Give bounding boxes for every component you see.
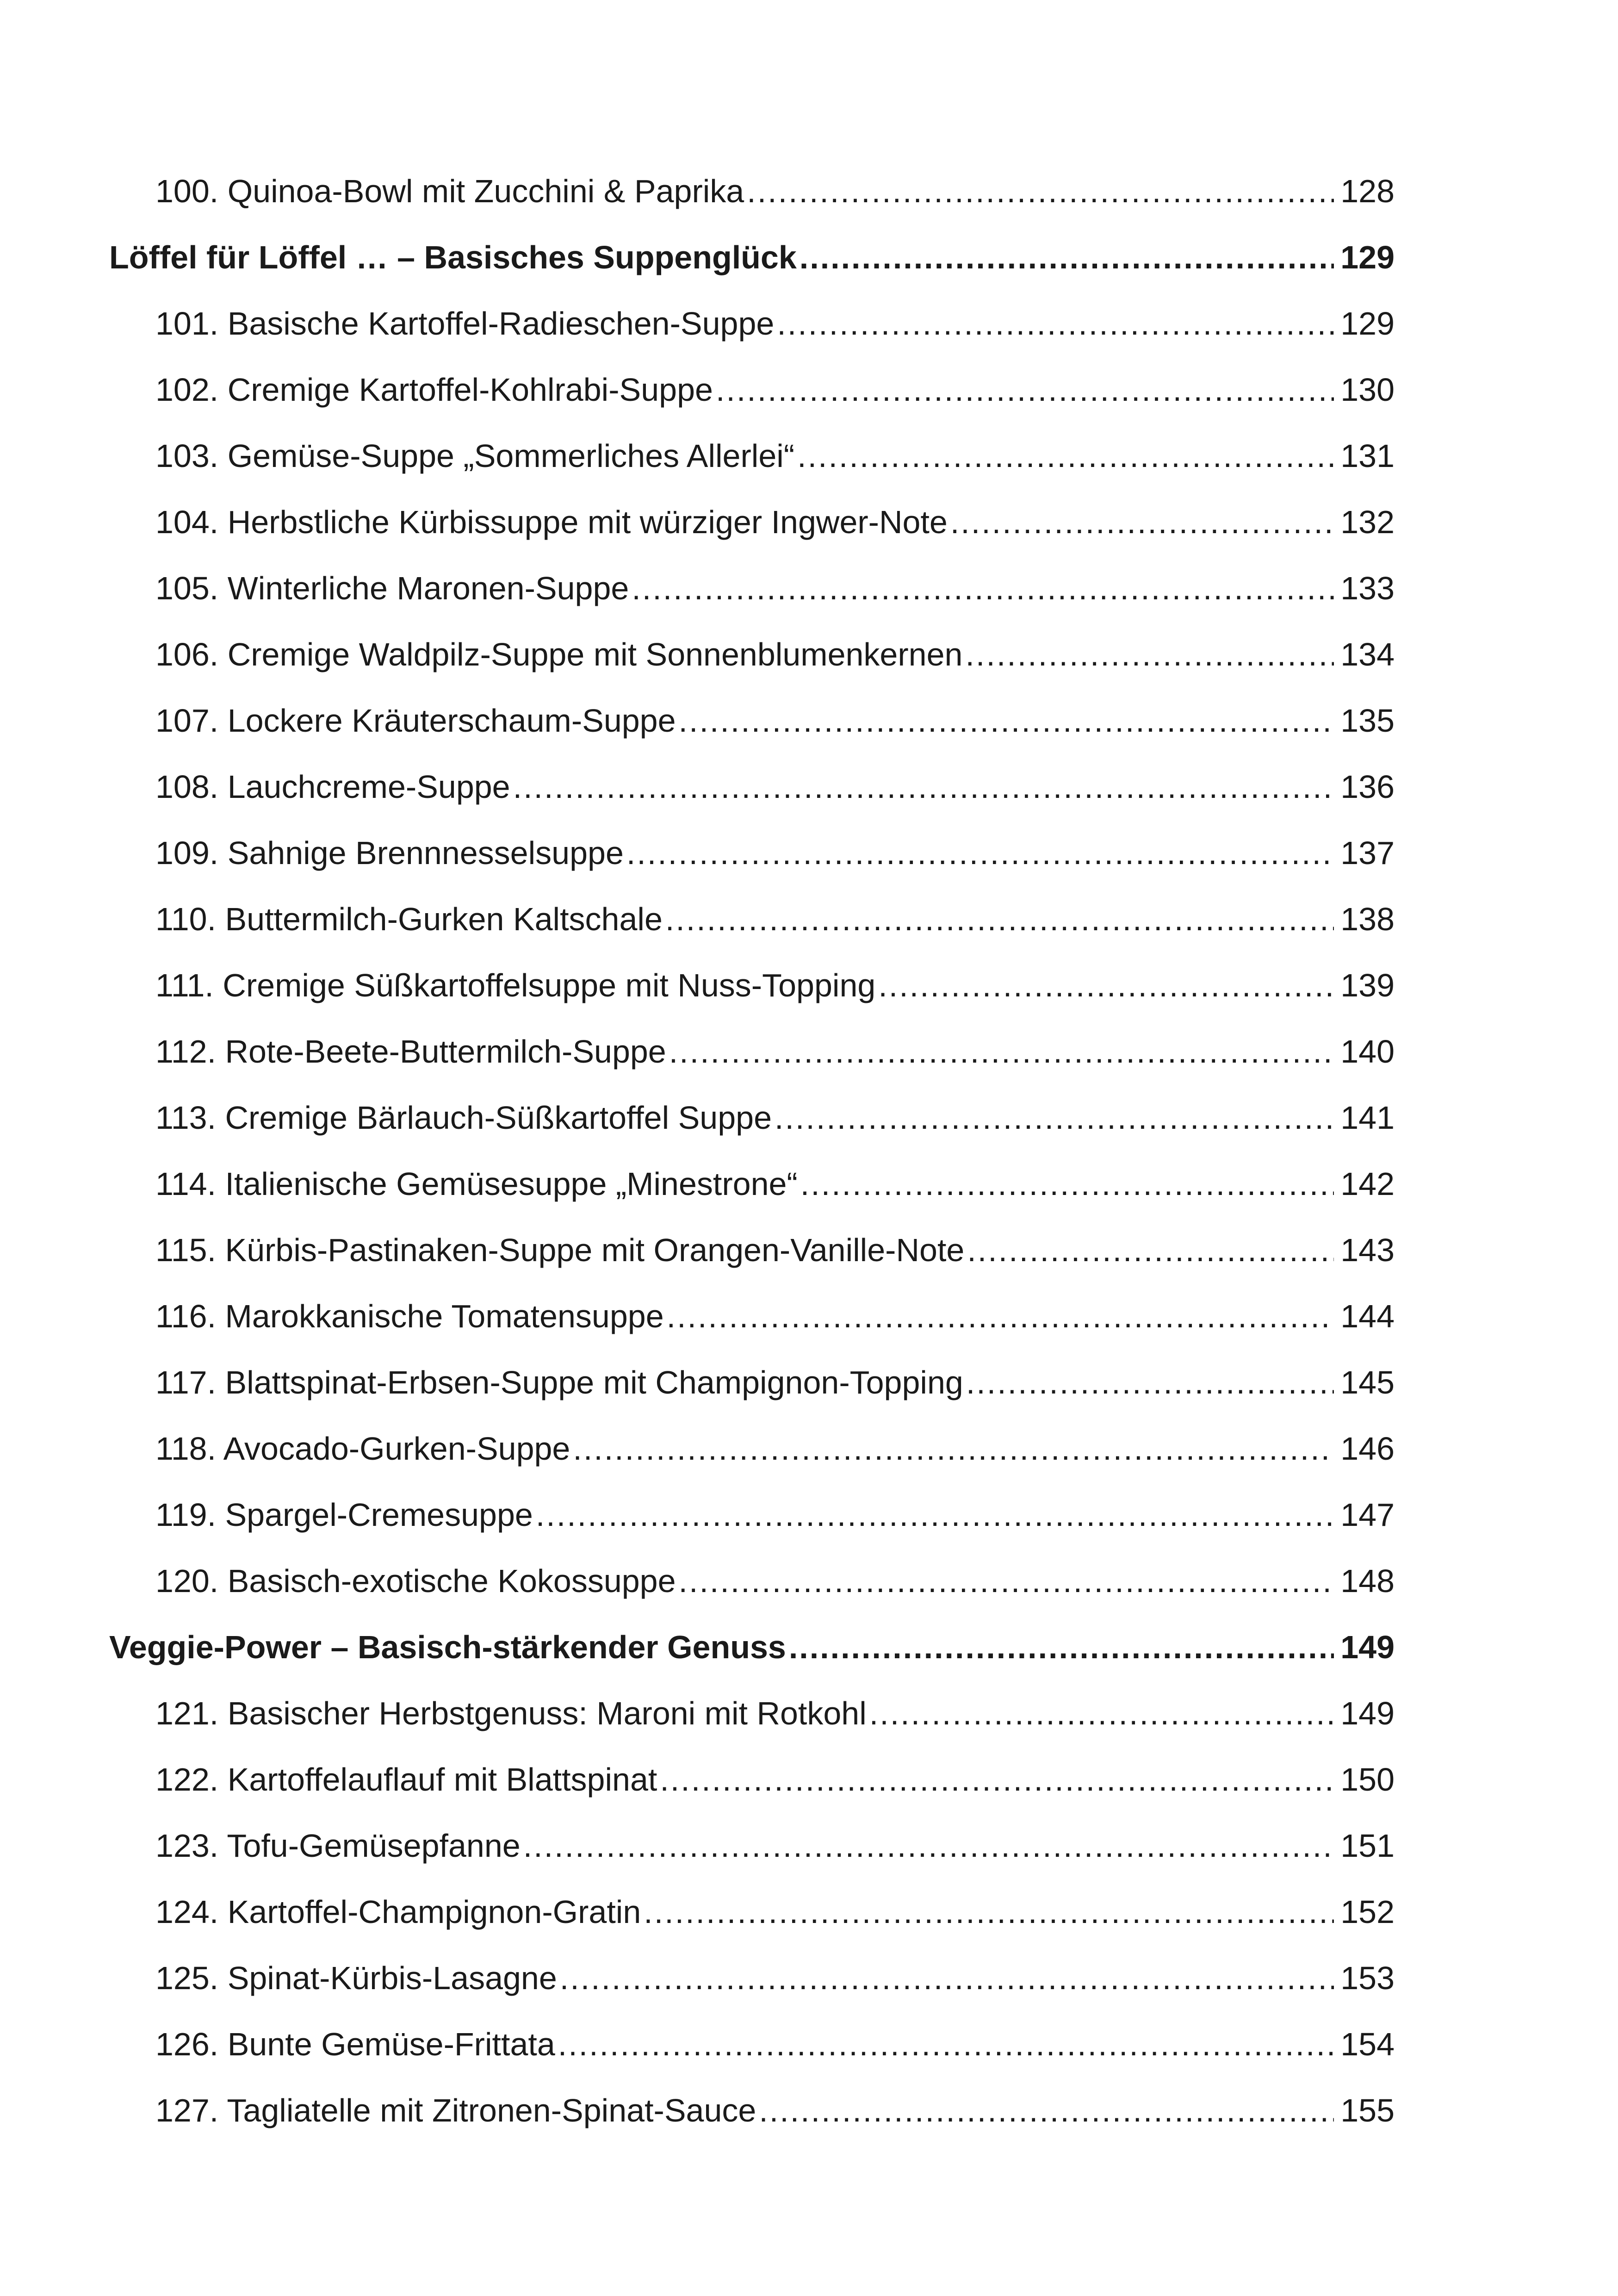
entry-title: 111. Cremige Süßkartoffelsuppe mit Nuss-Topping — [155, 967, 876, 1003]
page-number: 141 — [1340, 1100, 1395, 1136]
page-number: 130 — [1340, 372, 1395, 408]
dot-leader — [665, 886, 1334, 952]
entry-title: 119. Spargel-Cremesuppe — [155, 1497, 533, 1533]
entry-title: 106. Cremige Waldpilz-Suppe mit Sonnenblumenkernen — [155, 636, 963, 672]
toc-entry — [109, 1680, 1395, 1747]
page-number: 152 — [1340, 1894, 1395, 1930]
dot-leader — [797, 423, 1334, 489]
dot-leader — [523, 1813, 1334, 1879]
toc-entry — [109, 489, 1395, 555]
dot-leader — [777, 291, 1334, 357]
entry-title: 104. Herbstliche Kürbissuppe mit würziger Ingwer-Note — [155, 504, 948, 540]
dot-leader — [965, 622, 1334, 688]
entry-title: 116. Marokkanische Tomatensuppe — [155, 1298, 664, 1334]
dot-leader — [660, 1747, 1334, 1813]
toc-entry — [109, 423, 1395, 489]
entry-title: 112. Rote-Beete-Buttermilch-Suppe — [155, 1033, 666, 1070]
page-number: 139 — [1340, 967, 1395, 1003]
page-number: 148 — [1340, 1563, 1395, 1599]
entry-title: 107. Lockere Kräuterschaum-Suppe — [155, 703, 676, 739]
dot-leader — [775, 1085, 1334, 1151]
entry-title: 120. Basisch-exotische Kokossuppe — [155, 1563, 676, 1599]
page-number: 140 — [1340, 1033, 1395, 1070]
dot-leader — [632, 555, 1334, 622]
toc-entry — [109, 158, 1395, 224]
page-number: 131 — [1340, 438, 1395, 474]
toc-entry — [109, 1416, 1395, 1482]
entry-title: 108. Lauchcreme-Suppe — [155, 769, 510, 805]
page-number: 136 — [1340, 769, 1395, 805]
entry-title: 117. Blattspinat-Erbsen-Suppe mit Champignon-Topping — [155, 1364, 963, 1400]
dot-leader — [800, 224, 1334, 291]
toc-entry — [109, 1151, 1395, 1217]
entry-title: 121. Basischer Herbstgenuss: Maroni mit Rotkohl — [155, 1695, 867, 1731]
toc-entry — [109, 1482, 1395, 1548]
entry-title: 110. Buttermilch-Gurken Kaltschale — [155, 901, 663, 937]
entry-title: 101. Basische Kartoffel-Radieschen-Suppe — [155, 305, 775, 342]
page-number: 146 — [1340, 1431, 1395, 1467]
page-number: 154 — [1340, 2026, 1395, 2062]
page-number: 129 — [1340, 239, 1395, 275]
toc-entry — [109, 291, 1395, 357]
entry-title: 100. Quinoa-Bowl mit Zucchini & Paprika — [155, 173, 744, 209]
dot-leader — [950, 489, 1334, 555]
entry-title: 102. Cremige Kartoffel-Kohlrabi-Suppe — [155, 372, 713, 408]
toc-entry — [109, 622, 1395, 688]
toc-entry — [109, 1019, 1395, 1085]
dot-leader — [789, 1614, 1334, 1680]
page-number: 155 — [1340, 2092, 1395, 2128]
page-number: 137 — [1340, 835, 1395, 871]
toc-entry — [109, 952, 1395, 1019]
entry-title: 103. Gemüse-Suppe „Sommerliches Allerlei“ — [155, 438, 795, 474]
page-number: 128 — [1340, 173, 1395, 209]
entry-title: 118. Avocado-Gurken-Suppe — [155, 1431, 570, 1467]
page-number: 145 — [1340, 1364, 1395, 1400]
page-number: 129 — [1340, 305, 1395, 342]
page-number: 149 — [1340, 1695, 1395, 1731]
page-number: 149 — [1340, 1629, 1395, 1665]
toc-entry — [109, 1548, 1395, 1614]
page-number: 151 — [1340, 1828, 1395, 1864]
dot-leader — [679, 688, 1334, 754]
toc-entry — [109, 1879, 1395, 1945]
page-number: 134 — [1340, 636, 1395, 672]
dot-leader — [878, 952, 1334, 1019]
dot-leader — [747, 158, 1334, 224]
page-number: 132 — [1340, 504, 1395, 540]
dot-leader — [560, 1945, 1334, 2011]
toc-entry — [109, 1747, 1395, 1813]
entry-title: 109. Sahnige Brennnesselsuppe — [155, 835, 624, 871]
dot-leader — [644, 1879, 1334, 1945]
page-number: 143 — [1340, 1232, 1395, 1268]
entry-title: 127. Tagliatelle mit Zitronen-Spinat-Sauce — [155, 2092, 756, 2128]
toc-entry — [109, 820, 1395, 886]
section-title: Veggie-Power – Basisch-stärkender Genuss — [109, 1629, 786, 1665]
dot-leader — [558, 2011, 1334, 2078]
toc-entry — [109, 1813, 1395, 1879]
section-title: Löffel für Löffel … – Basisches Suppenglück — [109, 239, 797, 275]
entry-title: 105. Winterliche Maronen-Suppe — [155, 570, 629, 606]
entry-title: 125. Spinat-Kürbis-Lasagne — [155, 1960, 557, 1996]
page-number: 138 — [1340, 901, 1395, 937]
toc-entry — [109, 886, 1395, 952]
toc-entry — [109, 2078, 1395, 2144]
toc-entry — [109, 1283, 1395, 1350]
dot-leader — [513, 754, 1334, 820]
entry-title: 122. Kartoffelauflauf mit Blattspinat — [155, 1761, 657, 1798]
page-number: 144 — [1340, 1298, 1395, 1334]
toc-entry — [109, 357, 1395, 423]
dot-leader — [536, 1482, 1334, 1548]
dot-leader — [667, 1283, 1334, 1350]
page-number: 135 — [1340, 703, 1395, 739]
dot-leader — [967, 1217, 1334, 1283]
dot-leader — [626, 820, 1334, 886]
toc-section-heading — [109, 224, 1395, 291]
table-of-contents — [109, 158, 1395, 2144]
toc-entry — [109, 754, 1395, 820]
page-number: 147 — [1340, 1497, 1395, 1533]
entry-title: 113. Cremige Bärlauch-Süßkartoffel Suppe — [155, 1100, 772, 1136]
dot-leader — [800, 1151, 1334, 1217]
dot-leader — [679, 1548, 1334, 1614]
dot-leader — [573, 1416, 1334, 1482]
page-number: 133 — [1340, 570, 1395, 606]
entry-title: 126. Bunte Gemüse-Frittata — [155, 2026, 555, 2062]
toc-section-heading — [109, 1614, 1395, 1680]
toc-entry — [109, 1945, 1395, 2011]
entry-title: 124. Kartoffel-Champignon-Gratin — [155, 1894, 641, 1930]
toc-entry — [109, 1085, 1395, 1151]
page-number: 142 — [1340, 1166, 1395, 1202]
entry-title: 115. Kürbis-Pastinaken-Suppe mit Orangen-Vanille-Note — [155, 1232, 965, 1268]
entry-title: 123. Tofu-Gemüsepfanne — [155, 1828, 521, 1864]
dot-leader — [966, 1350, 1334, 1416]
dot-leader — [716, 357, 1334, 423]
page-number: 153 — [1340, 1960, 1395, 1996]
toc-entry — [109, 555, 1395, 622]
toc-entry — [109, 688, 1395, 754]
dot-leader — [759, 2078, 1334, 2144]
dot-leader — [869, 1680, 1334, 1747]
entry-title: 114. Italienische Gemüsesuppe „Minestrone“ — [155, 1166, 798, 1202]
toc-entry — [109, 1350, 1395, 1416]
page-number: 150 — [1340, 1761, 1395, 1798]
toc-entry — [109, 1217, 1395, 1283]
dot-leader — [669, 1019, 1334, 1085]
toc-entry — [109, 2011, 1395, 2078]
